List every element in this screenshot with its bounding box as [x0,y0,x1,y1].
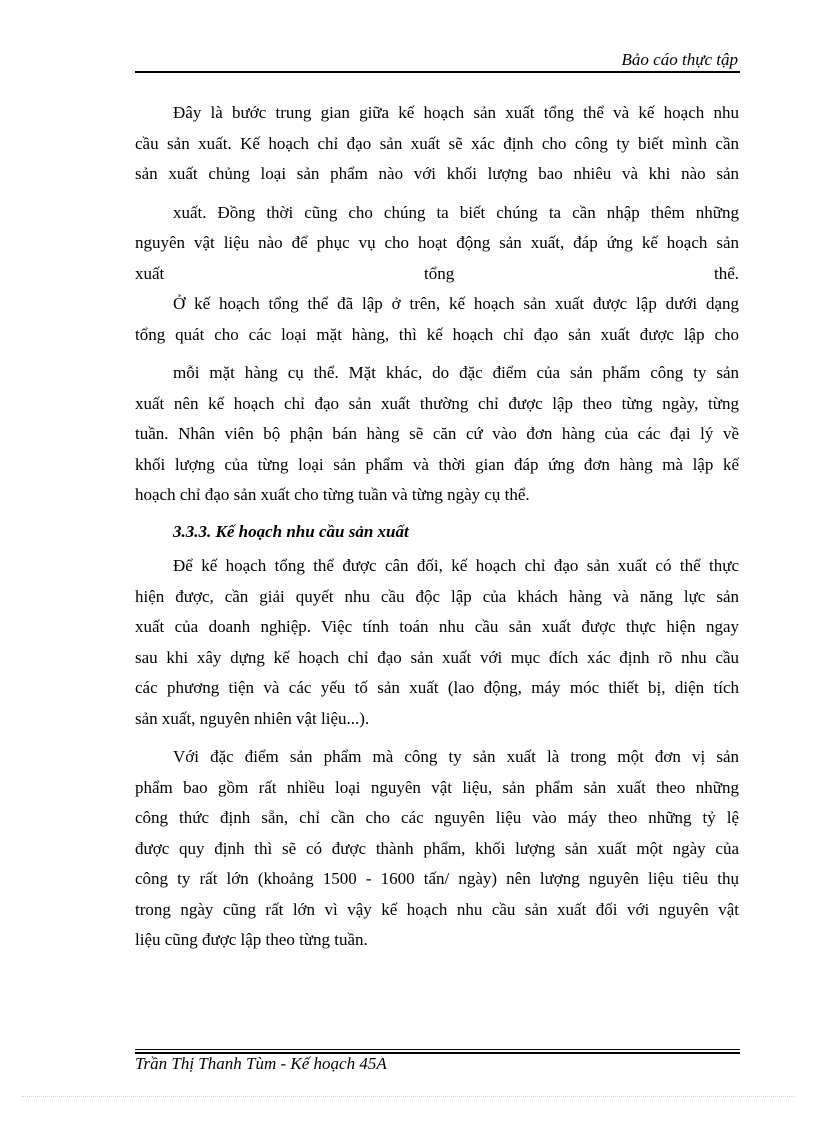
text-line: hoạch chỉ đạo sản xuất cho từng tuần và từng ngày cụ thể. [135,485,530,504]
text-line: tổng quát cho các loại mặt hàng, thì kế hoạch chỉ đạo sản xuất được lập cho [135,324,739,344]
text-line: Để kế hoạch tổng thể được cân đối, kế hoạch chỉ đạo sản xuất có thể thực [173,556,739,575]
paragraph-2 [135,198,739,290]
paragraph-4 [135,358,739,511]
text-line: xuất nên kế hoạch chỉ đạo sản xuất thường chỉ được lập theo từng ngày, từng [135,393,739,413]
text-line: Với đặc điểm sản phẩm mà công ty sản xuất là trong một đơn vị sản [173,747,739,766]
header-title: Bảo cáo thực tập [621,50,738,69]
text-line: công thức định sẵn, chỉ cần cho các nguyên liệu vào máy theo những tỷ lệ [135,808,739,827]
footer-author: Trần Thị Thanh Tùm - Kế hoạch 45A [135,1054,387,1073]
document-body [135,98,739,956]
text-line: tuần. Nhân viên bộ phận bán hàng sẽ căn cứ vào đơn hàng của các đại lý về [135,424,739,443]
text-line: xuất của doanh nghiệp. Việc tính toán nhu cầu sản xuất được thực hiện ngay [135,617,739,636]
text-line: xuất. Đồng thời cũng cho chúng ta biết chúng ta cần nhập thêm những [173,202,739,222]
text-line: hiện được, cần giải quyết nhu cầu độc lập của khách hàng và năng lực sản [135,586,739,606]
text-line: sản xuất chủng loại sản phẩm nào với khối lượng bao nhiêu và khi nào sản [135,164,739,183]
text-line: cầu sản xuất. Kế hoạch chỉ đạo sản xuất sẽ xác định cho công ty biết mình cần [135,133,739,153]
footer-rule [135,1049,740,1050]
paragraph-3 [135,289,739,350]
text-line: công ty rất lớn (khoảng 1500 - 1600 tấn/ ngày) nên lượng nguyên liệu tiêu thụ [135,869,739,888]
text-line: trong ngày cũng rất lớn vì vậy kế hoạch nhu cầu sản xuất đối với nguyên vật [135,899,739,919]
text-line: Ở kế hoạch tổng thể đã lập ở trên, kế hoạch sản xuất được lập dưới dạng [173,294,739,313]
text-line: Đây là bước trung gian giữa kế hoạch sản xuất tổng thể và kế hoạch nhu [173,103,739,122]
text-line: sau khi xây dựng kế hoạch chỉ đạo sản xuất với mục đích xác định rõ nhu cầu [135,647,739,667]
text-line: được quy định thì sẽ có được thành phẩm, khối lượng sản xuất một ngày của [135,838,739,858]
page-bottom-border [22,1096,794,1097]
text-line: các phương tiện và các yếu tố sản xuất (lao động, máy móc thiết bị, diện tích [135,678,739,697]
section-heading: 3.3.3. Kế hoạch nhu cầu sản xuất [173,521,409,541]
paragraph-1 [135,98,739,190]
text-line: mỗi mặt hàng cụ thể. Mặt khác, do đặc điểm của sản phẩm công ty sản [173,363,739,382]
text-line: phẩm bao gồm rất nhiều loại nguyên vật liệu, sản phẩm sản xuất theo những [135,777,739,797]
paragraph-6 [135,742,739,956]
text-line: nguyên vật liệu nào để phục vụ cho hoạt động sản xuất, đáp ứng kế hoạch sản [135,233,739,252]
text-line: sản xuất, nguyên nhiên vật liệu...). [135,708,370,728]
text-line: liệu cũng được lập theo từng tuần. [135,930,368,949]
text-line: xuất tổng thể. [135,263,739,283]
header-rule [135,71,740,73]
paragraph-5 [135,551,739,734]
text-line: khối lượng của từng loại sản phẩm và thời gian đáp ứng đơn hàng mà lập kế [135,454,739,474]
